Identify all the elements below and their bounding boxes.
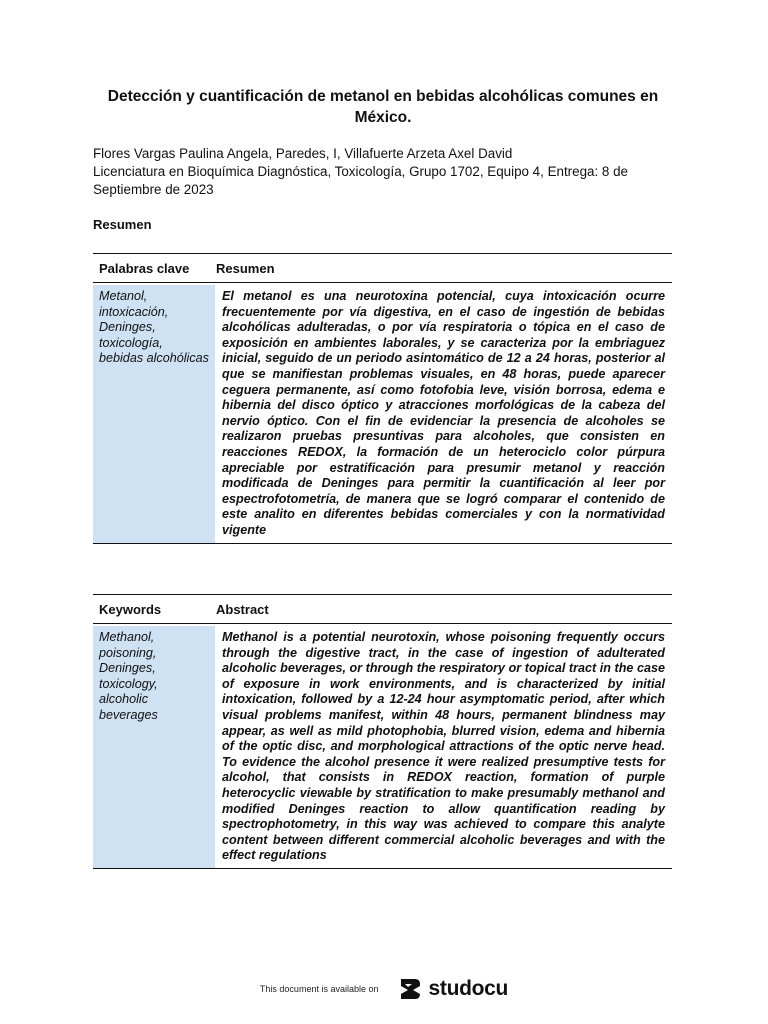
studocu-logo-icon <box>395 974 425 1004</box>
table-row <box>93 285 672 544</box>
table-header <box>93 253 672 283</box>
keywords-cell: Methanol, poisoning, Deninges, toxicology, alcoholic beverages <box>93 626 215 868</box>
studocu-link[interactable] <box>395 974 509 1004</box>
spanish-abstract-table <box>93 253 672 544</box>
document-title: Detección y cuantificación de metanol en bebidas alcohólicas comunes en México. <box>107 88 659 126</box>
authors-names: Flores Vargas Paulina Angela, Paredes, I, Villafuerte Arzeta Axel David <box>93 146 513 161</box>
abstract-cell: El metanol es una neurotoxina potencial, cuya intoxicación ocurre frecuentemente por vía digestiva, en el caso de ingestión de bebidas alcohólicas adulteradas, o por vía respiratoria o tópica en el caso de exposición en ambientes laborales, y se caracteriza por la embriaguez inicial, seguido de un periodo asintomático de 12 a 24 horas, posterior al que se manifiestan problemas visuales, en 48 horas, puede aparecer ceguera permanente, así como fotofobia leve, visión borrosa, edema e hibernia del disco óptico y atracciones morfológicas de la cabeza del nervio óptico. Con el fin de evidenciar la presencia de alcoholes se realizaron pruebas presuntivas para alcoholes, que consisten en reacciones REDOX, la formación de un heterociclo color púrpura apreciable por estratificación para presumir metanol y reacción modificada de Deninges para permitir la cuantificación al leer por espectrofotometría, de manera que se logró comparar el contenido de este analito en diferentes bebidas comerciales y con la normatividad vigente <box>222 289 665 537</box>
header-abstract: Resumen <box>216 260 275 276</box>
footer <box>0 972 768 1006</box>
abstract-cell: Methanol is a potential neurotoxin, whose poisoning frequently occurs through the digestive tract, in the case of ingestion of adulterated alcoholic beverages, or through the respiratory or topical tract in the case of exposure in work environments, and is characterized by initial intoxication, followed by a 12-24 hour asymptomatic period, after which visual problems manifest, within 48 hours, permanent blindness may appear, as well as mild photophobia, blurred vision, edema and hibernia of the optic disc, and morphological attractions of the optic nerve head. To evidence the alcohol presence it were realized presumptive tests for alcohol, that consists in REDOX reaction, formation of purple heterocyclic viewable by stratification to make presumably methanol and modified Deninges reaction to allow quantification reading by spectrophotometry, in this way was achieved to compare this analyte content between different commercial alcoholic beverages and with the effect regulations <box>222 630 665 863</box>
header-abstract: Abstract <box>216 601 269 617</box>
studocu-brand: studocu <box>428 977 509 1000</box>
authors-affiliation: Licenciatura en Bioquímica Diagnóstica, Toxicología, Grupo 1702, Equipo 4, Entrega: 8 de Septiembre de 2023 <box>93 164 628 197</box>
table-header <box>93 594 672 624</box>
english-abstract-table <box>93 594 672 869</box>
authors-block <box>93 145 683 199</box>
section-label-resumen: Resumen <box>93 217 152 232</box>
footer-note: This document is available on <box>259 984 379 994</box>
keywords-cell: Metanol, intoxicación, Deninges, toxicología, bebidas alcohólicas <box>93 285 215 543</box>
header-keywords: Palabras clave <box>99 260 190 276</box>
table-row <box>93 626 672 869</box>
header-keywords: Keywords <box>99 601 162 617</box>
